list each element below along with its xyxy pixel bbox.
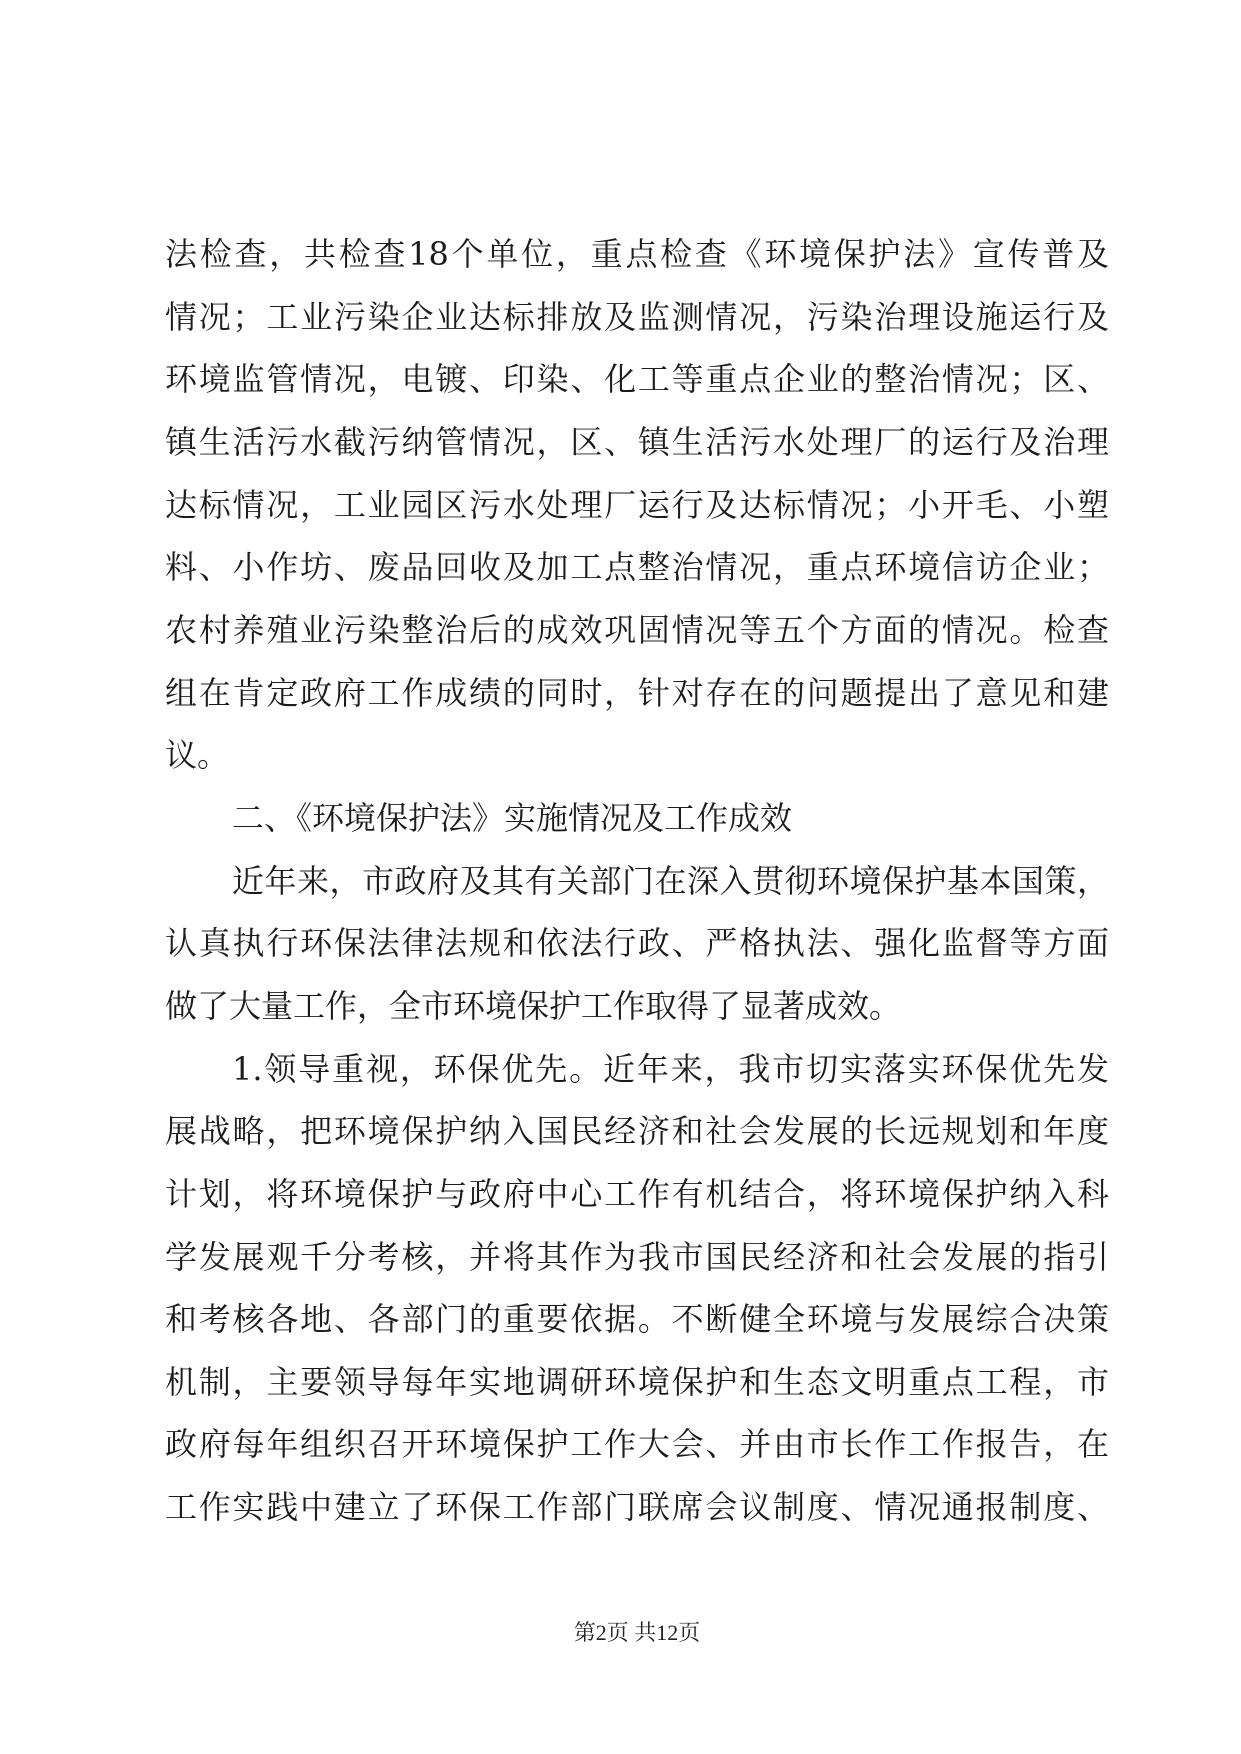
section-heading-text: 二、《环境保护法》实施情况及工作成效 — [232, 798, 793, 837]
body-line: 情况；工业污染企业达标排放及监测情况，污染治理设施运行及 — [165, 297, 1109, 336]
body-line: 法检查，共检查18个单位，重点检查《环境保护法》宣传普及 — [165, 235, 1109, 273]
body-line: 做了大量工作，全市环境保护工作取得了显著成效。 — [165, 986, 902, 1025]
body-line: 达标情况，工业园区污水处理厂运行及达标情况；小开毛、小塑 — [165, 485, 1109, 524]
body-line: 学发展观千分考核，并将其作为我市国民经济和社会发展的指引 — [165, 1237, 1109, 1276]
body-line: 镇生活污水截污纳管情况，区、镇生活污水处理厂的运行及治理 — [165, 422, 1109, 461]
body-line: 机制，主要领导每年实地调研环境保护和生态文明重点工程，市 — [165, 1362, 1109, 1401]
body-line: 组在肯定政府工作成绩的同时，针对存在的问题提出了意见和建 — [165, 673, 1109, 712]
body-line: 认真执行环保法律法规和依法行政、严格执法、强化监督等方面 — [165, 924, 1109, 963]
body-line: 环境监管情况，电镀、印染、化工等重点企业的整治情况；区、 — [165, 360, 1109, 399]
body-line: 近年来，市政府及其有关部门在深入贯彻环境保护基本国策， — [232, 861, 1109, 900]
body-line: 计划，将环境保护与政府中心工作有机结合，将环境保护纳入科 — [165, 1174, 1109, 1213]
document-body — [165, 223, 1109, 1539]
body-line: 展战略，把环境保护纳入国民经济和社会发展的长远规划和年度 — [165, 1112, 1109, 1151]
body-line: 和考核各地、各部门的重要依据。不断健全环境与发展综合决策 — [165, 1300, 1109, 1339]
body-line: 政府每年组织召开环境保护工作大会、并由市长作工作报告，在 — [165, 1425, 1109, 1464]
body-line: 议。 — [165, 736, 230, 775]
body-line: 农村养殖业污染整治后的成效巩固情况等五个方面的情况。检查 — [165, 610, 1109, 649]
paragraph-item-1 — [165, 1038, 1109, 1539]
body-line: 工作实践中建立了环保工作部门联席会议制度、情况通报制度、 — [165, 1488, 1109, 1527]
body-line: 料、小作坊、废品回收及加工点整治情况，重点环境信访企业； — [165, 548, 1109, 587]
page-number-footer: 第2页 共12页 — [573, 1620, 701, 1645]
paragraph-intro — [165, 850, 1109, 1038]
paragraph-continued — [165, 223, 1109, 787]
section-heading — [165, 787, 1109, 850]
body-line: 1.领导重视，环保优先。近年来，我市切实落实环保优先发 — [232, 1049, 1109, 1088]
